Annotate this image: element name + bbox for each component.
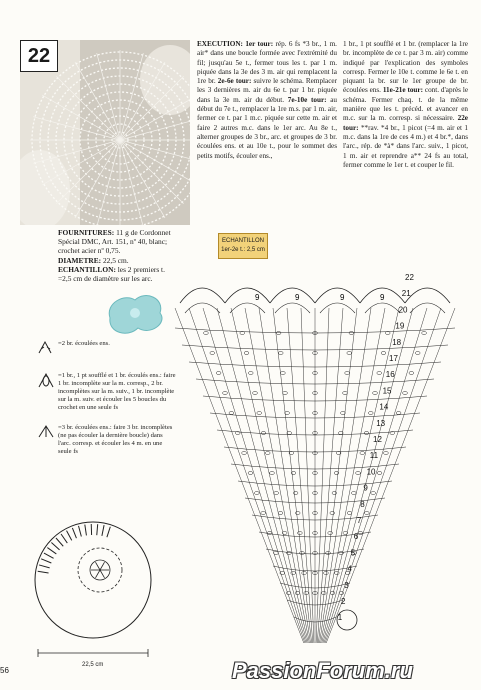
round-number: 3 (344, 580, 349, 590)
round-number: 19 (395, 321, 405, 331)
round-number: 17 (389, 354, 398, 363)
turquoise-motif-icon (100, 288, 170, 338)
fournitures-label: FOURNITURES: (58, 228, 115, 237)
diametre-text: 22,5 cm. (101, 255, 129, 265)
pattern-number-badge (20, 40, 58, 72)
round-number: 2 (341, 597, 346, 606)
round-number: 16 (385, 370, 395, 380)
watermark: PassionForum.ru (232, 658, 413, 683)
legend-item-2 (36, 372, 176, 412)
legend-text-2: =1 br., 1 pt soufflé et 1 br. écoulés ens.: faire 1 br. incomplète sur la m. corresp., 2 br. incomplètes sur la m. suiv., 1 br. incomplète sur la m. suiv. et écouler les 5 boucles du crochet en une seule fs (58, 372, 176, 411)
materials-block (58, 228, 180, 283)
round-number: 10 (366, 467, 376, 477)
dimension-label: 22,5 cm (82, 662, 104, 668)
round-number: 13 (376, 418, 386, 428)
round-number: 21 (401, 289, 411, 299)
round-number: 11 (369, 451, 379, 461)
echantillon-label: ECHANTILLON: (58, 264, 116, 274)
puff-stitch-symbol-icon (36, 372, 56, 388)
round-number: 1 (337, 613, 343, 623)
chart-label-9: 9 (340, 293, 345, 302)
instructions-column-1: EXECUTION: 1er tour: rép. 6 fs *3 br., 1 m. air* dans une boucle formée avec l'extrémité du fil; jusqu'au 5e t., fermer tous les t. par 1 m. piquée dans la 3e des 3 m. air qui remplacent la 1re br. 2e-6e tour: suivre le schéma. Remplacer les 3 dernières m. air du 6e t. par 1 br. piquée dans la 3e m. air du début. 7e-10e tour: au début du 7e t., remplacer la 1re m.s. par 1 m. air, fermer ce t. par 1 m.c. piquée sur cette m. air et faire 2 autres m.c. dans le 1er arc. Au 8e t., alterner groupes de 3 br., arc. et groupes de 3 br. écoulées ens. et au 10e t., pour le sommet des petits motifs, écouler ens., (197, 40, 337, 160)
instructions-column-2: 1 br., 1 pt soufflé et 1 br. (remplacer la 1re br. incomplète de ce t. par 3 m. air) comme indiqué par l'explication des symboles corresp. Fermer le 10e t. comme le 6e t. en piquant la br. sur le 1er groupe de br. écoulées ens. 11e-21e tour: cont. d'après le schéma. Fermer chaq. t. de la même manière que les t. précéd. et avancer en m.c. sur la m. corresp. si nécessaire. 22e tour: **rav. *4 br., 1 picot (=4 m. air et 1 m.c. dans la 1re de ces 4 m.) et 4 br.*, dans l'arc., rép. de *à* dans l'arc. suiv., 1 picot, 1 m. air et reprendre a** 24 fs au total, fermer comme le 1er t. et couper le fil. (343, 40, 469, 169)
round-number: 5 (350, 548, 356, 558)
fournitures-text: 11 g de Cordonnet Spécial DMC, Art. 151, nº 40, blanc; crochet acier nº 0,75. (58, 228, 171, 256)
round-number: 12 (373, 435, 382, 444)
round-number: 22 (405, 273, 414, 282)
legend-item-3 (36, 424, 176, 456)
diametre-label: DIAMETRE: (58, 255, 102, 265)
round-number: 20 (398, 305, 408, 315)
round-number: 9 (363, 483, 368, 493)
echantillon-text: les 2 premiers t. =2,5 cm de diamètre sur les arc. (58, 264, 165, 284)
chart-label-9: 9 (255, 293, 260, 302)
round-number: 18 (392, 337, 402, 347)
round-number: 4 (347, 564, 352, 574)
chart-label-9: 9 (295, 293, 300, 302)
swatch-subtitle: 1er-2e t.: 2,5 cm (221, 247, 265, 253)
swatch-title: ECHANTILLON (221, 238, 264, 244)
legend-item-1 (36, 340, 176, 348)
legend-text-3: =3 br. écoulées ens.: faire 3 br. incomplètes (ne pas écouler la dernière boucle) dans l'arc. corresp. et écouler les 4 m. en une seule fs (58, 424, 173, 455)
round-number: 14 (379, 402, 389, 412)
three-dc-together-symbol-icon (36, 424, 56, 438)
round-number: 15 (382, 386, 392, 396)
swatch-label (218, 233, 268, 259)
schematic-circle-diagram (18, 508, 168, 658)
pattern-number: 22 (27, 44, 51, 67)
round-number: 7 (357, 516, 362, 525)
legend-text-1: =2 br. écoulées ens. (58, 340, 110, 347)
two-dc-together-symbol-icon (36, 340, 56, 354)
round-number: 6 (353, 532, 359, 542)
chart-label-9: 9 (380, 293, 385, 302)
round-number: 8 (360, 499, 365, 509)
page-number: 56 (0, 666, 9, 675)
crochet-chart-diagram (165, 258, 465, 658)
